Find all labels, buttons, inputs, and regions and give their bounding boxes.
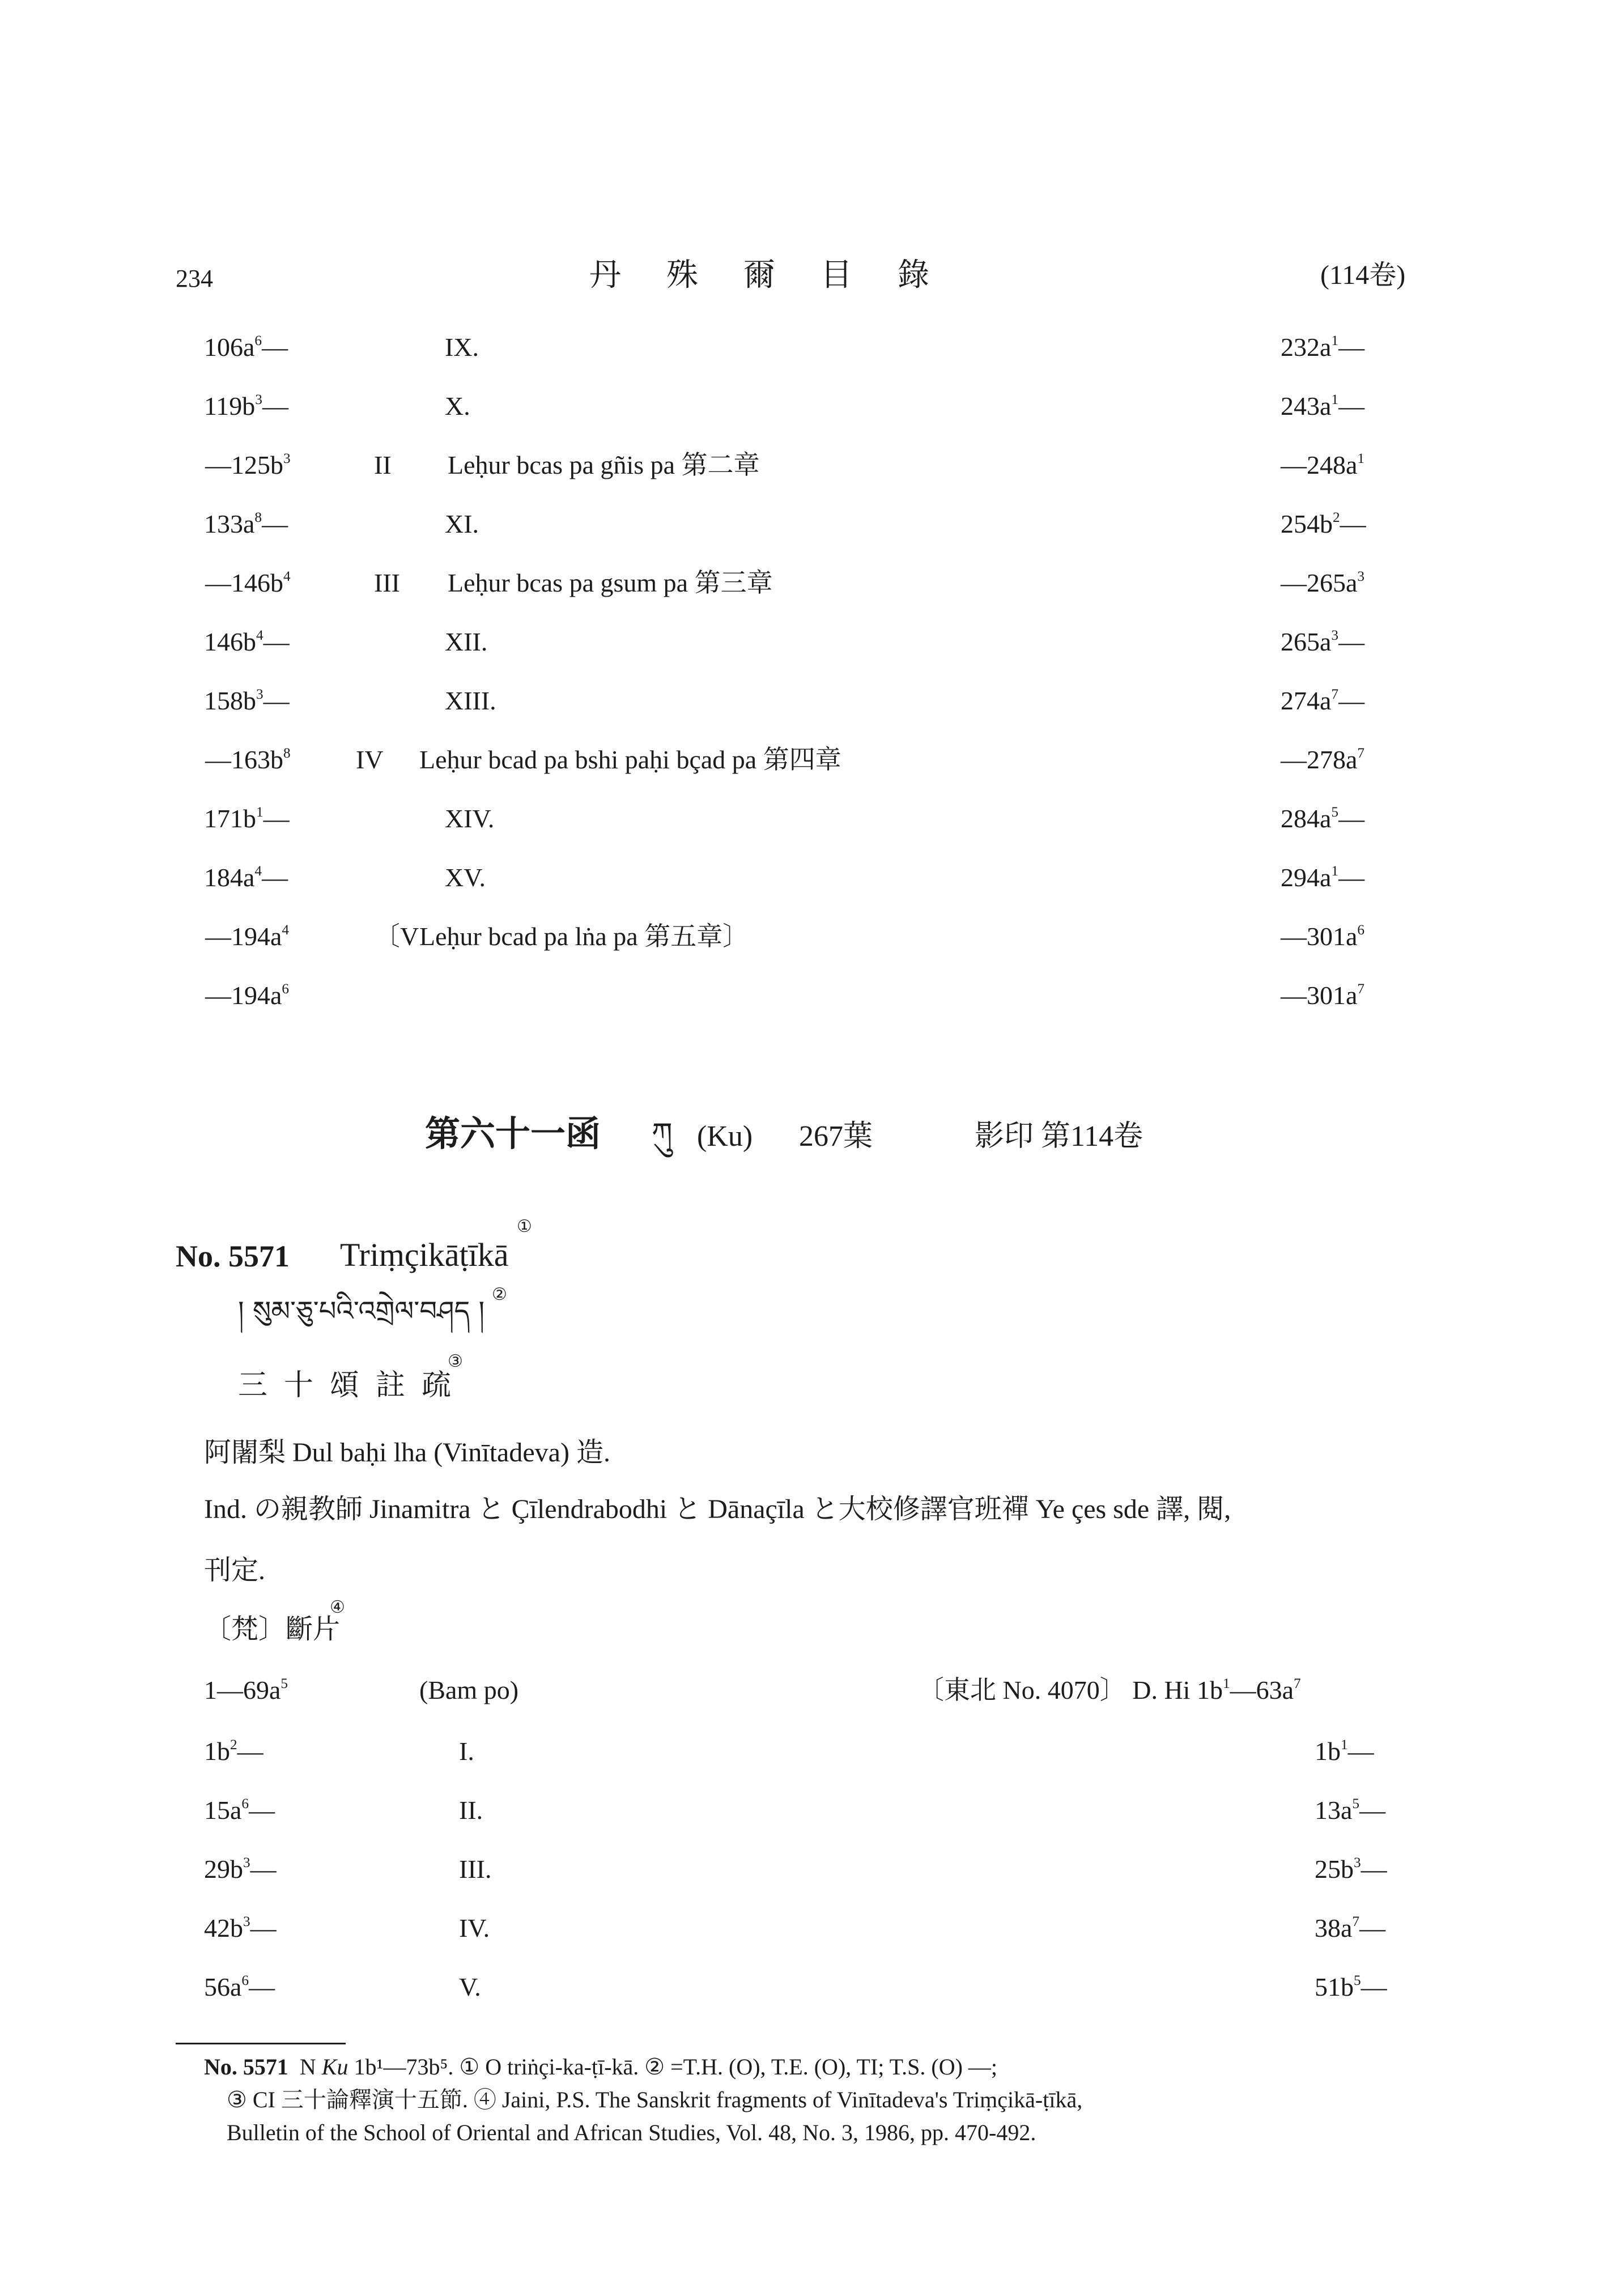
row-roman: 〔V [374, 922, 419, 951]
left-folio-line: 3 [283, 450, 291, 467]
left-folio-dash: — [262, 863, 288, 892]
author-line: 阿闍梨 Dul baḥi lha (Vinītadeva) 造. [204, 1438, 610, 1468]
row-right-folio [1315, 1915, 1385, 1941]
right-folio-line: 1 [1331, 333, 1339, 349]
row-text: XI. [445, 509, 479, 538]
footnote-ku: Ku [321, 2054, 348, 2080]
right-folio: —278a [1281, 745, 1358, 774]
footnote-line-3: Bulletin of the School of Oriental and African Studies, Vol. 48, No. 3, 1986, pp. 470-492. [227, 2120, 1036, 2145]
row-right-folio [1315, 1738, 1374, 1764]
right-folio-line: 5 [1352, 1796, 1360, 1812]
right-folio: 1b [1315, 1737, 1341, 1766]
tohoku-sup-2: 7 [1294, 1676, 1301, 1692]
row-left-folio [204, 629, 290, 655]
right-folio: —301a [1281, 922, 1358, 951]
right-folio: —265a [1281, 568, 1358, 597]
row-text: XIII. [445, 686, 496, 715]
row-right-folio [1281, 924, 1364, 950]
tibetan-title: ། སུམ་ཅུ་པའི་འགྲེལ་བཤད ། [238, 1295, 485, 1327]
right-folio-line: 3 [1331, 627, 1339, 644]
left-folio: 119b [204, 392, 256, 420]
translator-line-1: Ind. の親教師 Jinamitra と Çīlendrabodhi と Dānaçīla と大校修譯官班禪 Ye çes sde 譯, 閱, [204, 1494, 1231, 1524]
row-text: XII. [445, 627, 488, 656]
left-folio-line: 4 [283, 568, 291, 585]
left-folio-line: 6 [282, 981, 290, 997]
left-folio-line: 4 [254, 863, 262, 879]
left-folio-dash: — [263, 686, 290, 715]
right-folio-dash: — [1361, 1855, 1387, 1883]
row-text: Leḥur bcas pa gñis pa 第二章 [448, 450, 760, 479]
right-folio-dash: — [1338, 392, 1365, 420]
note-mark-4: ④ [330, 1598, 345, 1617]
row-right-folio [1281, 334, 1364, 360]
left-folio-line: 3 [256, 686, 263, 703]
row-left-folio [204, 688, 290, 714]
right-folio-line: 7 [1352, 1914, 1360, 1930]
row-left-folio [205, 570, 291, 596]
row-right-folio [1281, 806, 1364, 832]
left-folio-line: 4 [282, 922, 290, 938]
translator-line-2: 刊定. [204, 1555, 266, 1585]
right-folio: —248a [1281, 450, 1358, 479]
entry-number: No. 5571 [176, 1239, 290, 1273]
row-text: XV. [445, 863, 486, 892]
left-folio: 1b [204, 1737, 230, 1766]
fragment-line: 〔梵〕斷片 [204, 1614, 341, 1644]
right-folio-line: 1 [1357, 450, 1365, 467]
right-folio-dash: — [1340, 509, 1366, 538]
row-right-folio [1281, 570, 1364, 596]
folio-range [204, 1677, 288, 1703]
left-folio-dash: — [263, 627, 290, 656]
left-folio: —194a [205, 922, 282, 951]
note-mark-2: ② [492, 1285, 507, 1304]
row-left-folio [205, 983, 289, 1009]
row-right-folio [1315, 1797, 1385, 1823]
footnote-line-1 [204, 2056, 997, 2078]
left-folio: 106a [204, 333, 255, 362]
right-folio-dash: — [1338, 804, 1365, 833]
sanskrit-title: Triṃçikāṭīkā [340, 1236, 509, 1273]
row-left-folio [204, 865, 288, 891]
right-folio-dash: — [1361, 1972, 1387, 2001]
left-folio: 56a [204, 1972, 242, 2001]
left-folio: 184a [204, 863, 255, 892]
footnote-label: No. 5571 [204, 2054, 288, 2080]
right-folio-dash: — [1338, 686, 1365, 715]
tohoku-sup-1: 1 [1222, 1676, 1230, 1692]
right-folio: 284a [1281, 804, 1332, 833]
tibetan-letter: ཀུ [652, 1117, 673, 1151]
row-text: IX. [445, 333, 479, 362]
leaves-count: 267葉 [799, 1120, 873, 1153]
left-folio-line: 3 [243, 1914, 250, 1930]
right-folio-dash: — [1359, 1914, 1386, 1942]
tohoku-reference [918, 1677, 1301, 1703]
row-left-folio [205, 452, 291, 478]
left-folio-dash: — [249, 1972, 275, 2001]
row-right-folio [1281, 688, 1364, 714]
box-number: 第六十一函 [425, 1113, 601, 1154]
footnote-line-2: ③ CI 三十論釋演十五節. ④ Jaini, P.S. The Sanskrit fragments of Vinītadeva's Triṃçikā-ṭīkā, [227, 2087, 1083, 2112]
row-right-folio [1281, 983, 1364, 1009]
left-folio: 146b [204, 627, 256, 656]
left-folio: —163b [205, 745, 283, 774]
left-folio-dash: — [237, 1737, 263, 1766]
right-folio-line: 3 [1354, 1855, 1361, 1871]
right-folio-line: 7 [1357, 745, 1365, 762]
right-folio-line: 3 [1357, 568, 1365, 585]
ku-label: (Ku) [697, 1120, 753, 1153]
right-folio-dash: — [1338, 333, 1365, 362]
row-roman: II. [459, 1796, 483, 1825]
row-left-folio [204, 1856, 277, 1882]
left-folio: 29b [204, 1855, 243, 1883]
row-right-folio [1281, 511, 1366, 537]
row-left-folio [205, 747, 291, 773]
row-left-folio [204, 806, 290, 832]
row-left-folio [205, 924, 289, 950]
row-text: Leḥur bcad pa bshi paḥi bçad pa 第四章 [419, 745, 841, 774]
row-right-folio [1315, 1856, 1387, 1882]
right-folio: 254b [1281, 509, 1333, 538]
row-left-folio [204, 393, 288, 419]
row-right-folio [1281, 452, 1364, 478]
right-folio: 294a [1281, 863, 1332, 892]
left-folio-line: 4 [256, 627, 263, 644]
right-folio: 13a [1315, 1796, 1353, 1825]
left-folio-dash: — [262, 333, 288, 362]
facsimile-volume: 影印 第114卷 [975, 1120, 1143, 1153]
right-folio: 265a [1281, 627, 1332, 656]
row-roman: IV. [459, 1914, 490, 1942]
right-folio-line: 5 [1331, 804, 1339, 820]
right-folio-dash: — [1338, 863, 1365, 892]
volume-label: (114卷) [1320, 260, 1406, 290]
footnote-rule [176, 2043, 346, 2044]
left-folio-line: 6 [254, 333, 262, 349]
note-mark-1: ① [517, 1217, 532, 1236]
row-roman: II [374, 450, 392, 479]
row-left-folio [204, 1738, 263, 1764]
left-folio: —194a [205, 981, 282, 1010]
row-left-folio [204, 511, 288, 537]
left-folio-line: 6 [241, 1796, 249, 1812]
note-mark-3: ③ [448, 1352, 463, 1371]
left-folio-line: 8 [283, 745, 291, 762]
left-folio-dash: — [262, 392, 288, 420]
folio-range-value: 1—69a [204, 1676, 281, 1704]
left-folio: 42b [204, 1914, 243, 1942]
left-folio-line: 1 [256, 804, 263, 820]
footnote-line-1-text: 1b¹—73b⁵. ① O triṅçi-ka-ṭī-kā. ② =T.H. (O), T.E. (O), TI; T.S. (O) —; [354, 2054, 998, 2080]
folio-range-line: 5 [280, 1676, 288, 1692]
bam-po-label: (Bam po) [419, 1676, 519, 1704]
row-text: X. [445, 392, 470, 420]
row-left-folio [204, 334, 288, 360]
right-folio-line: 1 [1331, 392, 1339, 408]
right-folio: 51b [1315, 1972, 1354, 2001]
right-folio-line: 2 [1333, 509, 1340, 526]
row-roman: III [374, 568, 400, 597]
left-folio-dash: — [250, 1914, 277, 1942]
left-folio: 133a [204, 509, 255, 538]
left-folio: 158b [204, 686, 256, 715]
right-folio-dash: — [1347, 1737, 1374, 1766]
right-folio-line: 6 [1357, 922, 1365, 938]
row-right-folio [1281, 865, 1364, 891]
row-roman: I. [459, 1737, 474, 1766]
row-left-folio [204, 1797, 275, 1823]
row-left-folio [204, 1974, 275, 2000]
tohoku-mid: —63a [1230, 1676, 1294, 1704]
row-right-folio [1281, 747, 1364, 773]
right-folio: 25b [1315, 1855, 1354, 1883]
right-folio: 274a [1281, 686, 1332, 715]
page-number: 234 [176, 265, 213, 292]
right-folio-line: 5 [1354, 1972, 1361, 1989]
row-right-folio [1315, 1974, 1387, 2000]
left-folio: 15a [204, 1796, 242, 1825]
right-folio-dash: — [1359, 1796, 1386, 1825]
left-folio: —125b [205, 450, 283, 479]
left-folio-dash: — [250, 1855, 277, 1883]
row-roman: IV [356, 745, 384, 774]
left-folio-line: 8 [254, 509, 262, 526]
row-right-folio [1281, 393, 1364, 419]
row-right-folio [1281, 629, 1364, 655]
right-folio-dash: — [1338, 627, 1365, 656]
row-text: Leḥur bcas pa gsum pa 第三章 [448, 568, 773, 597]
tohoku-prefix: 〔東北 No. 4070〕 D. Hi 1b [918, 1676, 1223, 1704]
right-folio-line: 7 [1331, 686, 1339, 703]
left-folio-dash: — [263, 804, 290, 833]
row-text: XIV. [445, 804, 495, 833]
chinese-title: 三 十 頌 註 疏 [238, 1370, 456, 1402]
right-folio: 232a [1281, 333, 1332, 362]
left-folio-dash: — [262, 509, 288, 538]
row-left-folio [204, 1915, 277, 1941]
left-folio-line: 3 [243, 1855, 250, 1871]
right-folio: —301a [1281, 981, 1358, 1010]
left-folio-line: 2 [230, 1737, 237, 1753]
right-folio-line: 7 [1357, 981, 1365, 997]
right-folio-line: 1 [1331, 863, 1339, 879]
row-roman: V. [459, 1972, 481, 2001]
left-folio-line: 3 [255, 392, 262, 408]
left-folio: —146b [205, 568, 283, 597]
left-folio-line: 6 [241, 1972, 249, 1989]
footnote-n: N [299, 2054, 316, 2080]
right-folio-line: 1 [1341, 1737, 1348, 1753]
row-roman: III. [459, 1855, 492, 1883]
left-folio: 171b [204, 804, 256, 833]
right-folio: 38a [1315, 1914, 1353, 1942]
right-folio: 243a [1281, 392, 1332, 420]
row-text: Leḥur bcad pa lṅa pa 第五章〕 [419, 922, 749, 951]
running-title: 丹 殊 爾 目 錄 [589, 258, 936, 293]
left-folio-dash: — [249, 1796, 275, 1825]
